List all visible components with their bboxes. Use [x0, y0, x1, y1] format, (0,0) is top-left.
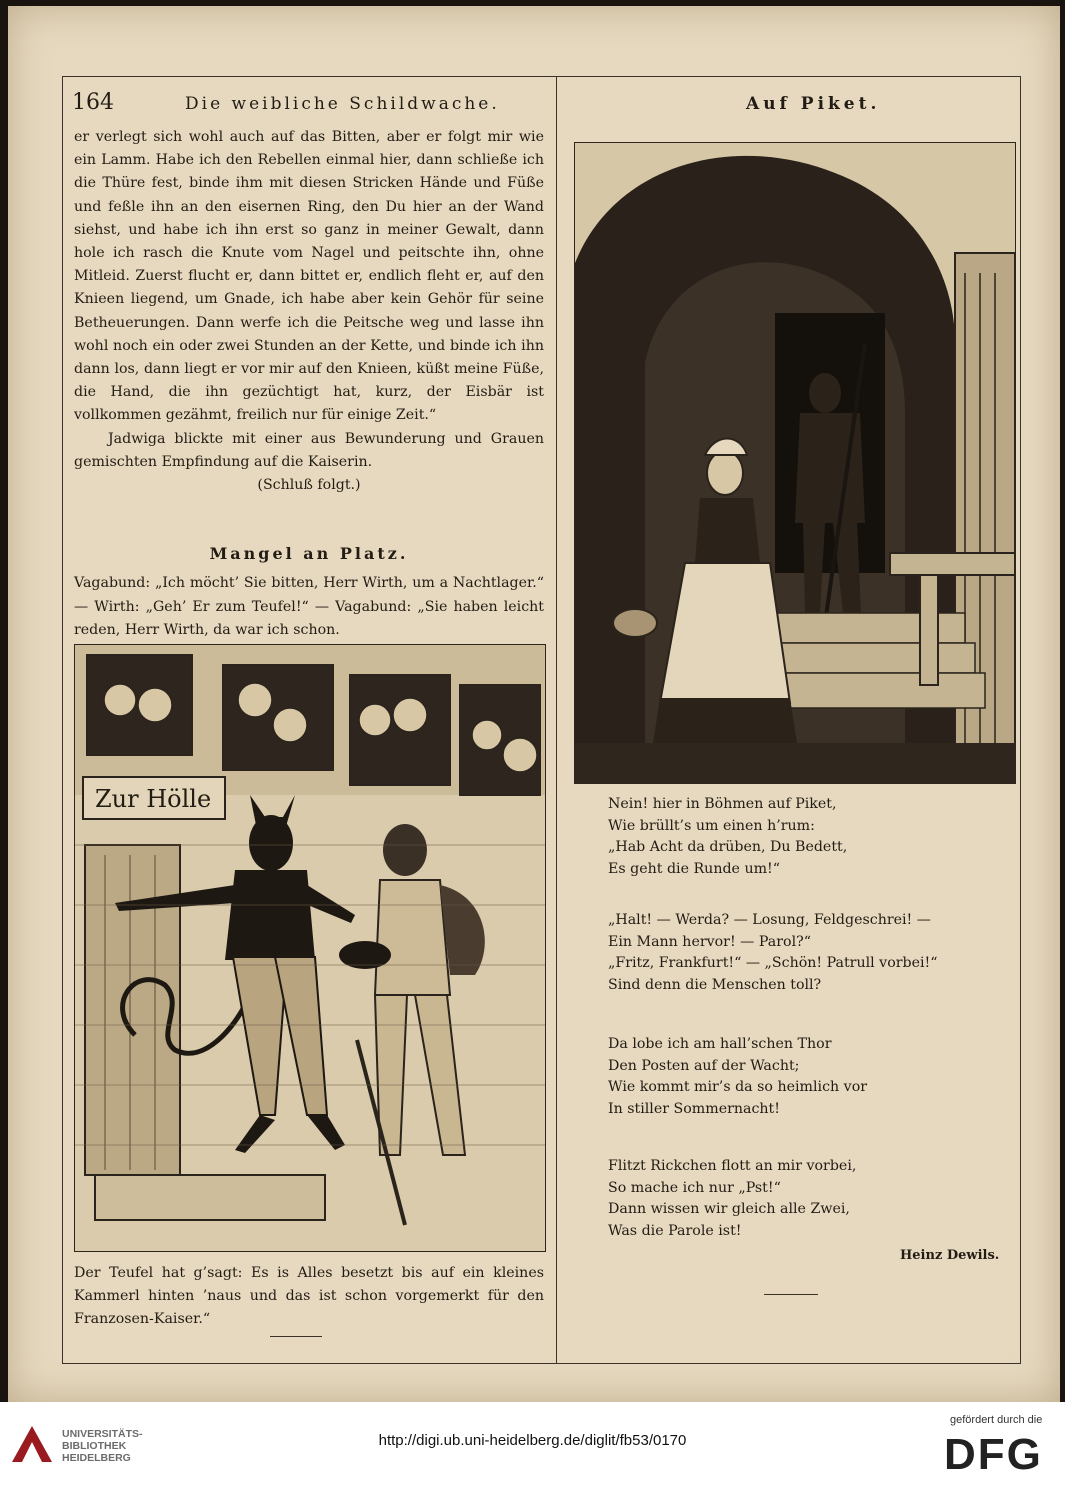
dfg-logo: DFG — [944, 1430, 1043, 1479]
funding-note: gefördert durch die — [950, 1414, 1043, 1426]
poem-stanza-4 — [608, 1156, 856, 1242]
viewer-footer — [0, 1402, 1065, 1488]
devil-illustration — [74, 644, 546, 1252]
poem-line: Sind denn die Menschen toll? — [608, 976, 822, 993]
illustration-caption: Der Teufel hat g’sagt: Es is Alles besetzt bis auf ein kleines Kammerl hinten ’naus und das ist schon vorgemerkt für den Franzosen-Kaiser.“ — [74, 1265, 544, 1327]
page-number: 164 — [72, 90, 114, 115]
story-paragraph: er verlegt sich wohl auch auf das Bitten, aber er folgt mir wie ein Lamm. Habe ich den Rebellen einmal hier, dann schließe ich die Thüre fest, binde ihm mit diesen Stricken Hände und Füße und feßle ihn an den eisernen Ring, den Du hier an der Wand siehst, und habe ich ihn erst so ganz in meiner Gewalt, dann hole ich rasch die Knute vom Nagel und peitschte ihn, ohne Mitleid. Zuerst flucht er, dann bittet er, endlich fleht er, auf den Knieen liegend, um Gnade, ich habe aber kein Gehör für seine Betheuerungen. Dann werfe ich die Peitsche weg und lasse ihn wohl noch ein oder zwei Stunden an der Kette, und binde ich ihn dann los, dann liegt er vor mir auf den Knieen, küßt meine Füße, die Hand, die ihn gezüchtigt hat, kurz, der Eisbär ist vollkommen gezähmt, freilich nur für einige Zeit.“ — [74, 129, 544, 424]
devil-engraving — [75, 645, 545, 1251]
poem-line: Den Posten auf der Wacht; — [608, 1057, 800, 1074]
poem-line: „Hab Acht da drüben, Du Bedett, — [608, 839, 848, 855]
poem-title: Auf Piket. — [746, 94, 881, 114]
permalink-url[interactable]: http://digi.ub.uni-heidelberg.de/diglit/fb53/0170 — [378, 1432, 687, 1449]
poem-line: Wie brüllt’s um einen h’rum: — [608, 817, 815, 834]
poem-line: In stiller Sommernacht! — [608, 1100, 780, 1117]
poem-stanza-2 — [608, 910, 938, 996]
sentry-illustration — [574, 142, 1016, 784]
column-divider — [556, 76, 557, 1364]
poem-line: „Halt! — Werda? — Losung, Feldgeschrei! — — [608, 912, 931, 928]
poem-line: Es geht die Runde um!“ — [608, 860, 780, 877]
story-paragraph: Jadwiga blickte mit einer aus Bewunderung und Grauen gemischten Empfindung auf die Kaiserin. — [74, 430, 544, 470]
poem-stanza-3 — [608, 1034, 867, 1120]
poem-line: Wie kommt mir’s da so heimlich vor — [608, 1079, 868, 1095]
university-name-line: HEIDELBERG — [62, 1452, 131, 1464]
story-text — [74, 126, 544, 497]
hell-sign: Zur Hölle — [95, 785, 212, 813]
poem-line: Nein! hier in Böhmen auf Piket, — [608, 796, 837, 812]
poem-line: Was die Parole ist! — [608, 1222, 742, 1239]
poem-stanza-1 — [608, 794, 847, 880]
poem-line: Flitzt Rickchen flott an mir vorbei, — [608, 1158, 857, 1174]
running-title-left: Die weibliche Schildwache. — [185, 94, 500, 114]
poem-line: So mache ich nur „Pst!“ — [608, 1179, 781, 1196]
university-name-line: UNIVERSITÄTS- — [62, 1428, 143, 1440]
university-name-line: BIBLIOTHEK — [62, 1440, 127, 1452]
poem-line: „Fritz, Frankfurt!“ — „Schön! Patrull vorbei!“ — [608, 955, 938, 971]
joke-title: Mangel an Platz. — [209, 544, 409, 563]
end-rule — [764, 1294, 818, 1295]
end-rule — [270, 1336, 322, 1337]
continued-note: (Schluß folgt.) — [257, 477, 361, 494]
poem-line: Ein Mann hervor! — Parol?“ — [608, 933, 811, 950]
sentry-engraving — [575, 143, 1015, 783]
poem-line: Da lobe ich am hall’schen Thor — [608, 1036, 832, 1052]
poem-line: Dann wissen wir gleich alle Zwei, — [608, 1201, 850, 1217]
joke-text: Vagabund: „Ich möcht’ Sie bitten, Herr Wirth, um a Nachtlager.“ — Wirth: „Geh’ Er zum Teufel!“ — Vagabund: „Sie haben leicht reden, Herr Wirth, da war ich schon. — [74, 575, 544, 638]
poem-author: Heinz Dewils. — [900, 1248, 1000, 1263]
